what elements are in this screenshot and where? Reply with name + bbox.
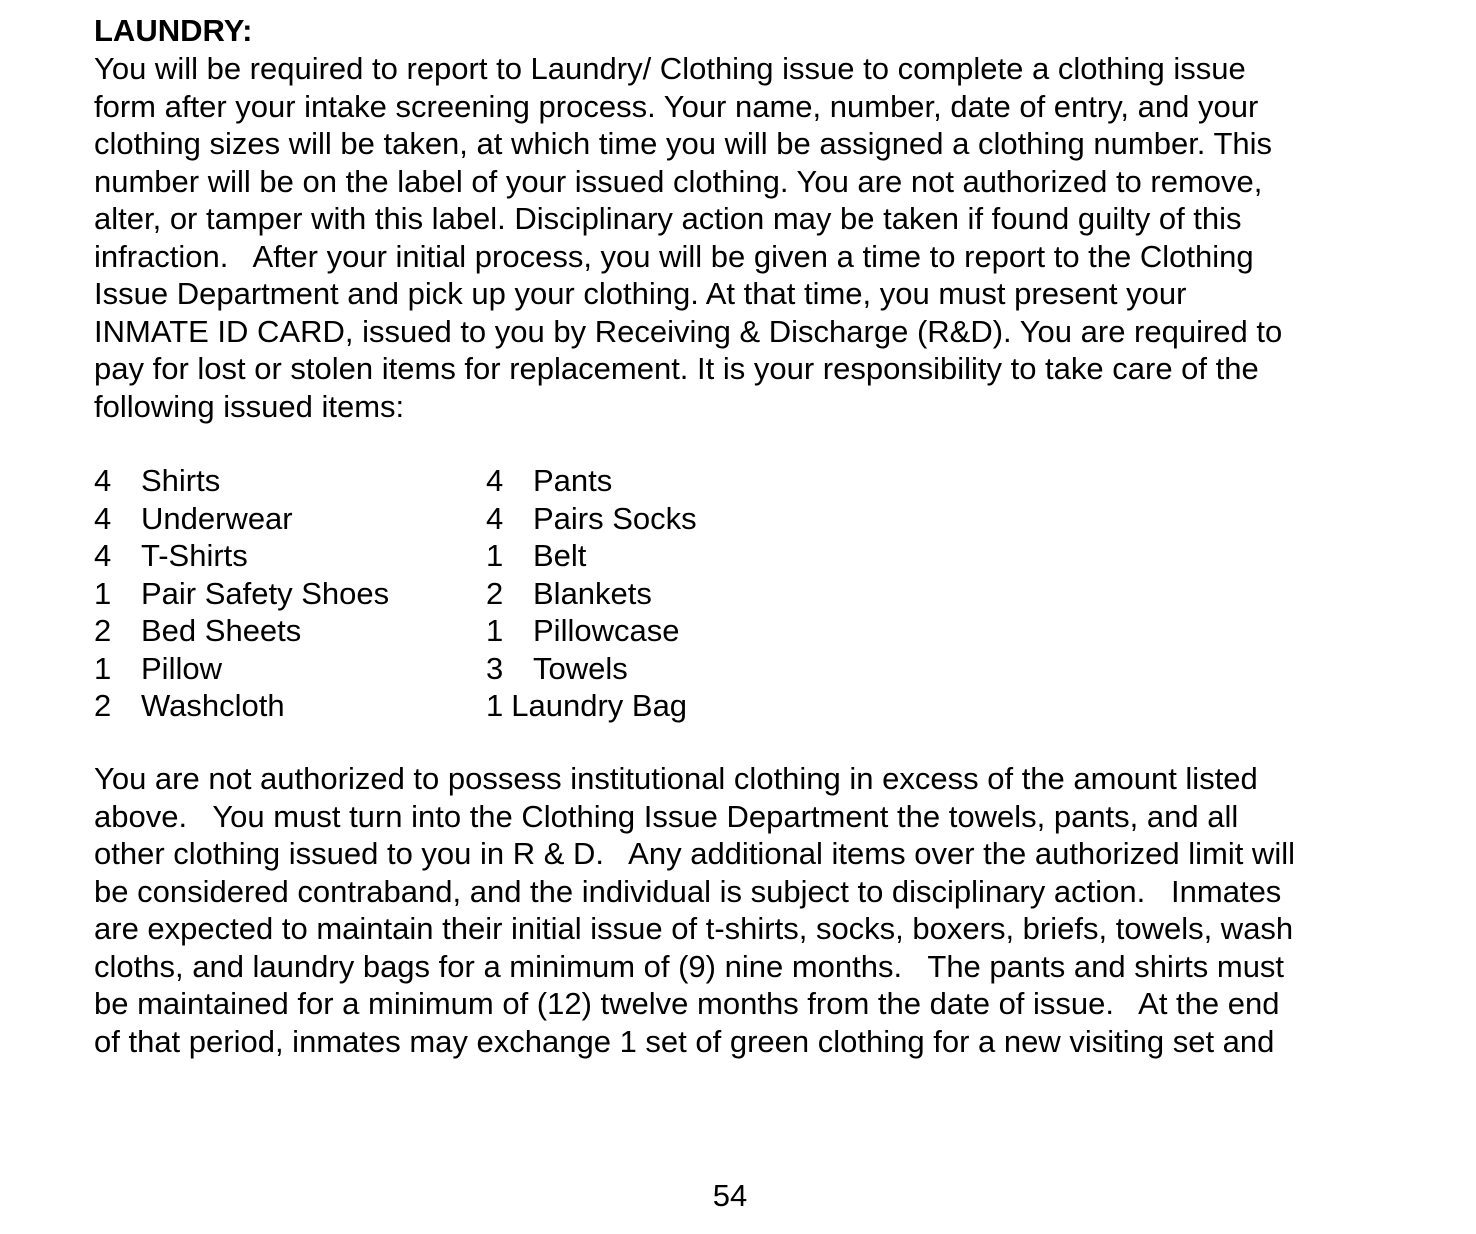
paragraph-line: of that period, inmates may exchange 1 set of green clothing for a new visiting set and	[94, 1023, 1275, 1059]
issued-item	[486, 537, 586, 575]
section-heading: LAUNDRY:	[94, 13, 253, 48]
paragraph-line: be maintained for a minimum of (12) twelve months from the date of issue. At the end	[94, 986, 1280, 1021]
policy-paragraph	[94, 760, 1384, 1060]
paragraph-line: other clothing issued to you in R & D. Any additional items over the authorized limit will	[94, 836, 1295, 871]
item-quantity: 4	[94, 463, 112, 498]
paragraph-line: pay for lost or stolen items for replacement. It is your responsibility to take care of the	[94, 351, 1259, 386]
item-quantity: 1	[486, 688, 504, 723]
item-name: Pair Safety Shoes	[141, 575, 390, 611]
item-quantity: 4	[94, 538, 112, 573]
paragraph-line: infraction. After your initial process, you will be given a time to report to the Clothing	[94, 238, 1254, 274]
item-name: Pairs Socks	[533, 500, 697, 536]
paragraph-line: cloths, and laundry bags for a minimum of (9) nine months. The pants and shirts must	[94, 948, 1285, 984]
item-quantity: 2	[94, 688, 112, 723]
issued-item	[486, 612, 679, 650]
paragraph-line: You will be required to report to Laundry/ Clothing issue to complete a clothing issue	[94, 51, 1246, 86]
item-name: Underwear	[141, 500, 293, 536]
item-quantity: 1	[486, 538, 504, 573]
paragraph-line: alter, or tamper with this label. Disciplinary action may be taken if found guilty of this	[94, 201, 1242, 236]
paragraph-line: be considered contraband, and the individual is subject to disciplinary action. Inmates	[94, 873, 1282, 909]
paragraph-line: You are not authorized to possess institutional clothing in excess of the amount listed	[94, 761, 1258, 796]
issued-item	[486, 650, 628, 688]
item-name: Washcloth	[141, 688, 285, 723]
paragraph-line: form after your intake screening process. Your name, number, date of entry, and your	[94, 88, 1259, 124]
issued-item	[486, 462, 612, 500]
document-page	[94, 12, 1384, 1060]
item-quantity: 4	[486, 463, 504, 498]
paragraph-line: clothing sizes will be taken, at which time you will be assigned a clothing number. This	[94, 126, 1273, 161]
item-name: Pants	[533, 463, 613, 498]
paragraph-line: following issued items:	[94, 388, 405, 424]
issued-item	[94, 687, 285, 725]
item-name: Laundry Bag	[511, 688, 688, 723]
item-quantity: 4	[486, 500, 504, 536]
issued-item	[94, 500, 293, 538]
paragraph-line: above. You must turn into the Clothing Issue Department the towels, pants, and all	[94, 798, 1239, 834]
paragraph-line: number will be on the label of your issued clothing. You are not authorized to remove,	[94, 163, 1263, 199]
issued-item	[486, 687, 687, 725]
issued-item	[94, 575, 389, 613]
paragraph-line: INMATE ID CARD, issued to you by Receiving & Discharge (R&D). You are required to	[94, 313, 1283, 349]
issued-items-list	[94, 462, 1384, 724]
paragraph-line: are expected to maintain their initial issue of t-shirts, socks, boxers, briefs, towels, wash	[94, 911, 1294, 946]
spacer	[94, 724, 1384, 760]
item-quantity: 1	[94, 575, 112, 611]
item-quantity: 1	[486, 613, 504, 648]
item-name: Pillow	[141, 650, 222, 686]
item-quantity: 4	[94, 500, 112, 536]
issued-item	[486, 575, 652, 613]
item-name: T-Shirts	[141, 538, 248, 573]
item-quantity: 1	[94, 650, 112, 686]
item-quantity: 3	[486, 650, 504, 686]
item-quantity: 2	[486, 575, 504, 611]
item-name: Pillowcase	[533, 613, 680, 648]
issued-item	[486, 500, 697, 538]
item-name: Bed Sheets	[141, 613, 302, 648]
page-number: 54	[712, 1178, 748, 1213]
issued-item	[94, 612, 301, 650]
item-name: Shirts	[141, 463, 221, 498]
issued-item	[94, 650, 222, 688]
item-name: Blankets	[533, 575, 652, 611]
intro-paragraph	[94, 50, 1384, 425]
spacer	[94, 425, 1384, 462]
item-name: Towels	[533, 650, 628, 686]
paragraph-line: Issue Department and pick up your clothing. At that time, you must present your	[94, 276, 1187, 311]
issued-item	[94, 537, 248, 575]
issued-item	[94, 462, 220, 500]
item-name: Belt	[533, 538, 587, 573]
item-quantity: 2	[94, 613, 112, 648]
